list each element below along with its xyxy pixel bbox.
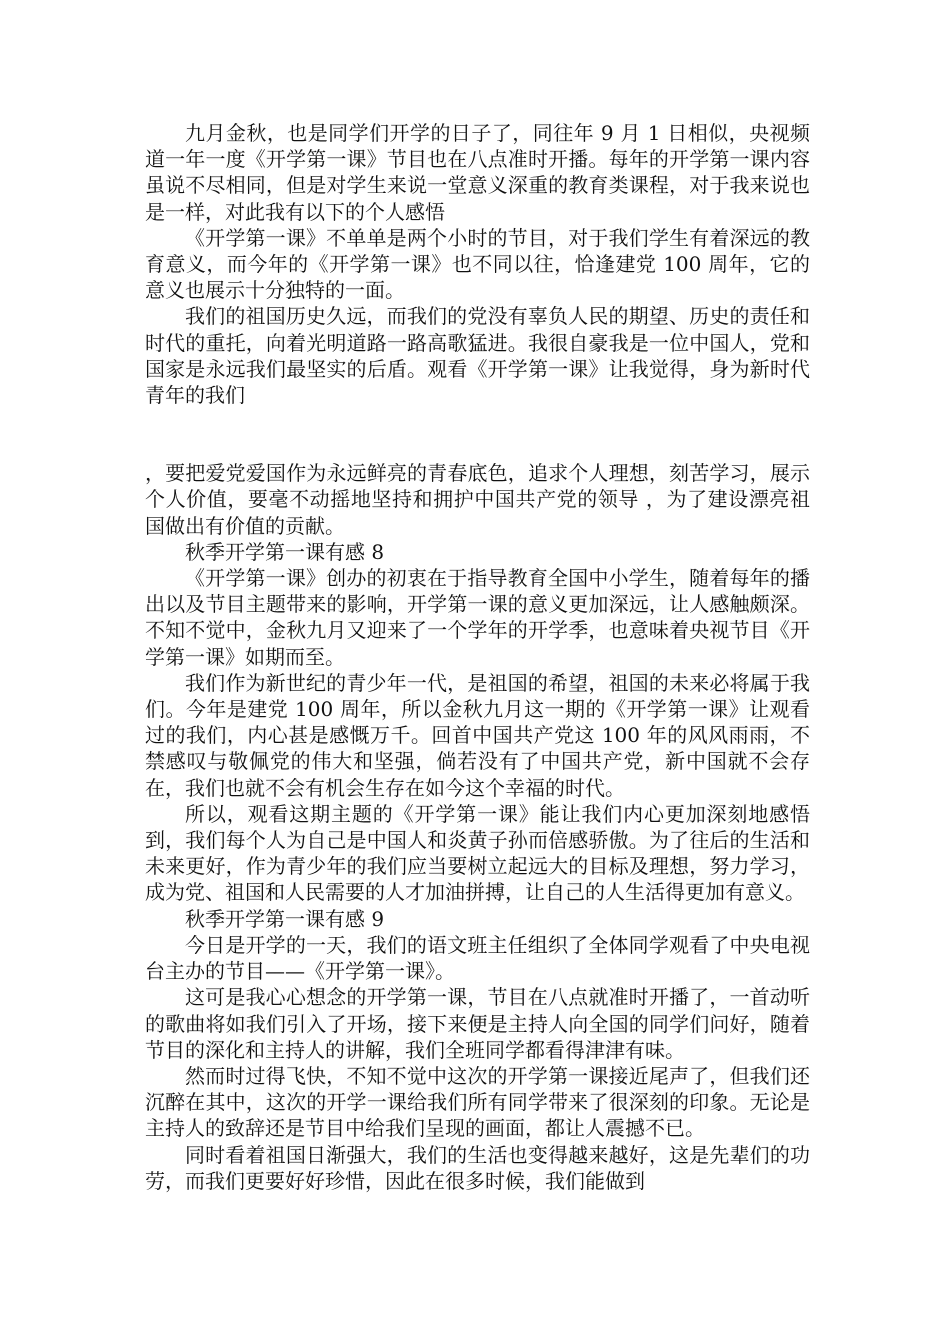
paragraph-first-day: 今日是开学的一天，我们的语文班主任组织了全体同学观看了中央电视台主办的节目——《开学第一课》。: [145, 932, 810, 984]
section-heading-8: 秋季开学第一课有感 8: [185, 539, 385, 564]
paragraph-new-generation: 我们作为新世纪的青少年一代，是祖国的希望，祖国的未来必将属于我们。今年是建党 100 周年，所以金秋九月这一期的《开学第一课》让观看过的我们，内心甚是感慨万千。回首中国共产党这 100 年的风风雨雨，不禁感叹与敬佩党的伟大和坚强，倘若没有了中国共产党，新中国就不会存在，我们也就不会有机会生存在如今这个幸福的时代。: [145, 670, 810, 800]
section-heading-9: 秋季开学第一课有感 9: [185, 906, 385, 931]
paragraph-program-start: 这可是我心心想念的开学第一课，节目在八点就准时开播了，一首动听的歌曲将如我们引入了开场，接下来便是主持人向全国的同学们问好，随着节目的深化和主持人的讲解，我们全班同学都看得津津有味。: [145, 985, 810, 1062]
paragraph-gap: [145, 408, 810, 460]
paragraph-ending: 然而时过得飞快，不知不觉中这次的开学第一课接近尾声了，但我们还沉醉在其中，这次的开学一课给我们所有同学带来了很深刻的印象。无论是主持人的致辞还是节目中给我们呈现的画面，都让人震撼不已。: [145, 1063, 810, 1141]
paragraph-significance: 《开学第一课》不单单是两个小时的节目，对于我们学生有着深远的教育意义，而今年的《开学第一课》也不同以往，恰逢建党 100 周年，它的意义也展示十分独特的一面。: [145, 225, 810, 303]
paragraph-origin: 《开学第一课》创办的初衷在于指导教育全国中小学生，随着每年的播出以及节目主题带来的影响，开学第一课的意义更加深远，让人感触颇深。不知不觉中，金秋九月又迎来了一个学年的开学季，也意味着央视节目《开学第一课》如期而至。: [145, 566, 810, 669]
paragraph-history: 我们的祖国历史久远，而我们的党没有辜负人民的期望、历史的责任和时代的重托，向着光明道路一路高歌猛进。我很自豪我是一位中国人，党和国家是永远我们最坚实的后盾。观看《开学第一课》让我觉得，身为新时代青年的我们: [145, 304, 810, 408]
paragraph-continuation: ，要把爱党爱国作为永远鲜亮的青春底色，追求个人理想，刻苦学习，展示个人价值，要毫不动摇地坚持和拥护中国共产党的领导 ，为了建设漂亮祖国做出有价值的贡献。: [145, 461, 810, 538]
paragraph-intro: 九月金秋，也是同学们开学的日子了，同往年 9 月 1 日相似，央视频道一年一度《开学第一课》节目也在八点准时开播。每年的开学第一课内容虽说不尽相同，但是对学生来说一堂意义深重的教育类课程，对于我来说也是一样，对此我有以下的个人感悟: [145, 121, 810, 224]
document-page: [145, 120, 810, 1194]
paragraph-pride: 所以，观看这期主题的《开学第一课》能让我们内心更加深刻地感悟到，我们每个人为自己是中国人和炎黄子孙而倍感骄傲。为了往后的生活和未来更好，作为青少年的我们应当要树立起远大的目标及理想，努力学习，成为党、祖国和人民需要的人才加油拼搏，让自己的人生活得更加有意义。: [145, 801, 810, 905]
paragraph-cherish: 同时看着祖国日渐强大，我们的生活也变得越来越好，这是先辈们的功劳，而我们更要好好珍惜，因此在很多时候，我们能做到: [145, 1142, 810, 1193]
